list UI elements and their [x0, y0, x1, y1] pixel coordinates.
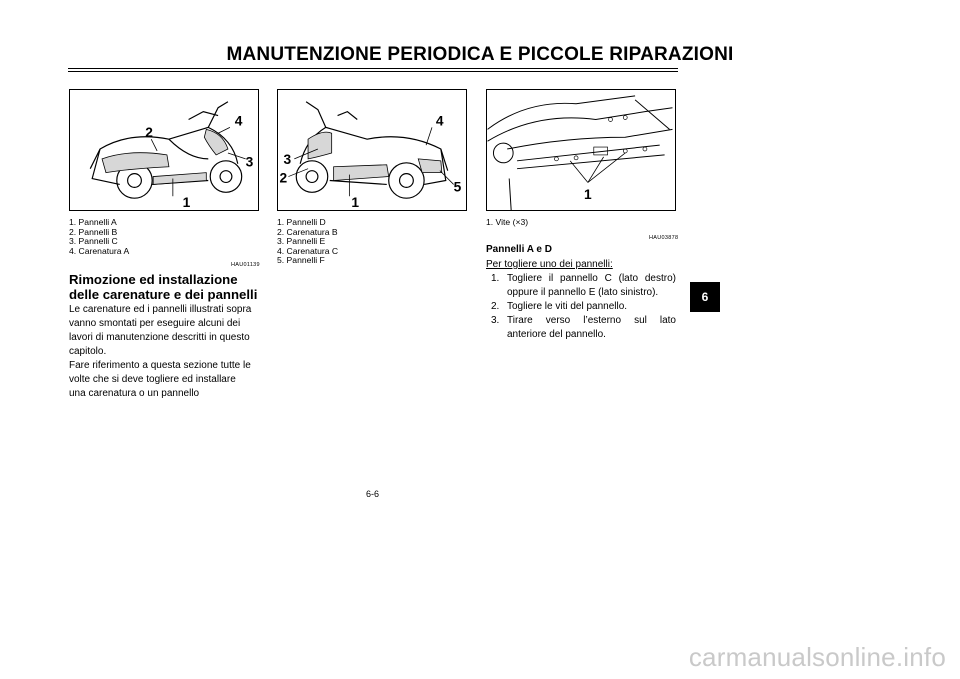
list-item: 4. Carenatura C — [277, 245, 339, 256]
step-text: Tirare verso l’esterno sul lato anteriore del pannello. — [507, 315, 676, 340]
step-number: 3. — [491, 315, 500, 326]
step-number: 1. — [491, 273, 500, 284]
section-heading — [69, 272, 264, 302]
procedure-steps — [486, 272, 676, 342]
list-item: 5. Pannelli F — [277, 255, 325, 266]
page-number: 6-6 — [365, 489, 379, 499]
body-line: capitolo. — [69, 346, 107, 357]
body-line: una carenatura o un pannello — [69, 388, 200, 399]
list-item — [486, 300, 676, 314]
step-text: Togliere il pannello C (lato destro) oppure il pannello E (lato sinistro). — [507, 273, 676, 298]
callout-1: 1 — [182, 195, 191, 210]
figure-scooter-left-side — [277, 89, 467, 211]
watermark: carmanualsonline.info — [688, 642, 946, 672]
figure-2-legend — [277, 218, 338, 266]
callout-3: 3 — [283, 151, 292, 167]
procedure-subheading: Pannelli A e D — [486, 244, 552, 255]
list-item: 3. Pannelli E — [277, 236, 326, 247]
procedure-intro: Per togliere uno dei pannelli: — [486, 259, 613, 270]
list-item: 1. Pannelli A — [69, 217, 117, 227]
callout-4: 4 — [234, 113, 243, 129]
callout-2: 2 — [145, 125, 153, 141]
scooter-right-illustration — [70, 90, 258, 210]
heading-line: delle carenature e dei pannelli — [69, 287, 258, 302]
step-text: Togliere le viti del pannello. — [507, 301, 628, 312]
step-number: 2. — [491, 301, 500, 312]
callout-5: 5 — [453, 179, 462, 195]
title-rule-top — [68, 68, 678, 69]
figure-scooter-right-side — [69, 89, 259, 211]
figure-3-legend — [486, 218, 528, 228]
body-line: Le carenature ed i pannelli illustrati sopra — [69, 304, 252, 315]
list-item — [486, 314, 676, 342]
callout-3: 3 — [245, 154, 254, 170]
list-item: 1. Pannelli D — [277, 217, 326, 227]
list-item: 2. Pannelli B — [69, 226, 118, 237]
scooter-left-illustration — [278, 90, 466, 210]
list-item: 4. Carenatura A — [69, 245, 130, 256]
callout-2: 2 — [279, 170, 288, 186]
page-title: MANUTENZIONE PERIODICA E PICCOLE RIPARAZIONI — [226, 44, 734, 65]
list-item: 2. Carenatura B — [277, 226, 338, 237]
list-item — [486, 272, 676, 300]
body-line: volte che si deve togliere ed installare — [69, 374, 236, 385]
reference-code: HAU03878 — [649, 235, 679, 241]
callout-1: 1 — [583, 187, 592, 203]
figure-1-legend — [69, 218, 129, 256]
figure-panel-screws — [486, 89, 676, 211]
panel-screws-illustration — [487, 90, 675, 210]
section-body — [69, 303, 264, 401]
heading-line: Rimozione ed installazione — [69, 272, 238, 287]
body-line: vanno smontati per eseguire alcuni dei — [69, 318, 241, 329]
body-line: lavori di manutenzione descritti in questo — [69, 332, 250, 343]
callout-4: 4 — [435, 113, 444, 129]
list-item: 1. Vite (×3) — [486, 217, 529, 227]
list-item: 3. Pannelli C — [69, 236, 118, 247]
title-rule-bottom — [68, 71, 678, 72]
chapter-tab: 6 — [690, 282, 720, 312]
callout-1: 1 — [351, 195, 360, 210]
body-line: Fare riferimento a questa sezione tutte le — [69, 360, 251, 371]
reference-code: HAU01139 — [231, 262, 260, 268]
